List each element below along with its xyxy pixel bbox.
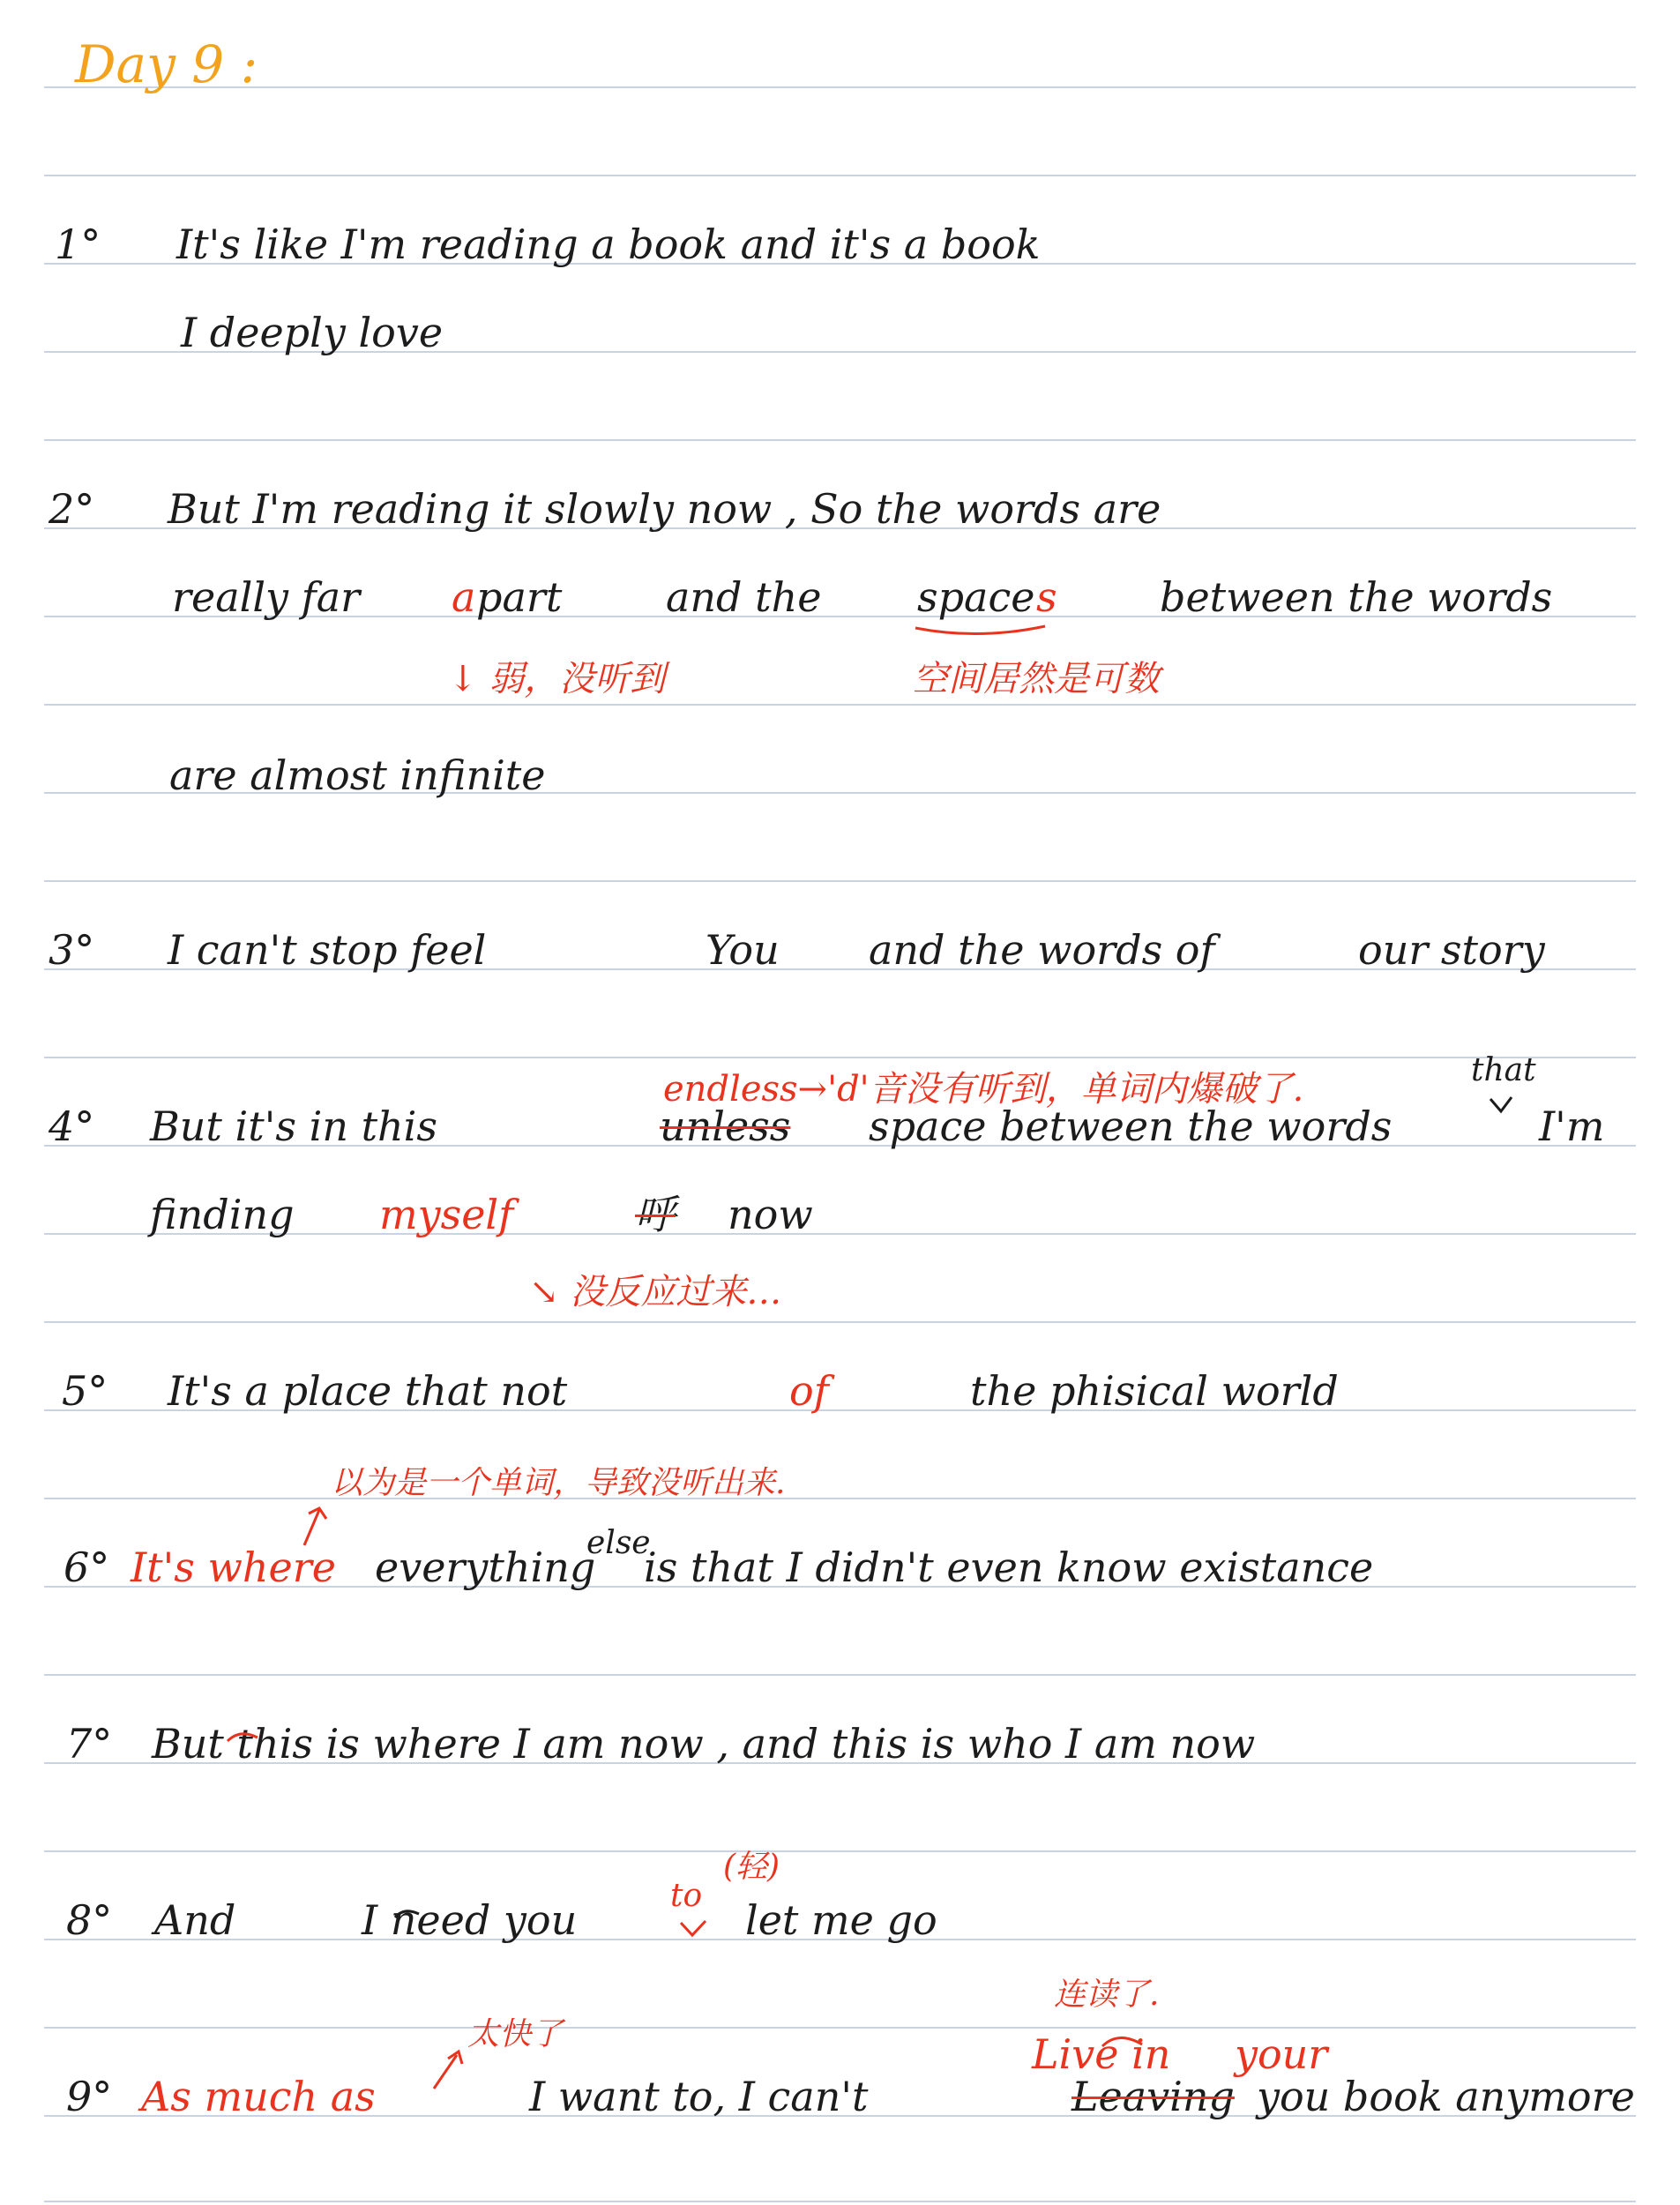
page-title: Day 9 :: [75, 34, 258, 94]
item-4-insert-that: that: [1471, 1052, 1536, 1088]
item-8-number: 8°: [66, 1896, 113, 1944]
item-9-as-much-as: As much as: [141, 2073, 376, 2120]
ruled-line: [44, 2027, 1636, 2029]
item-2-number: 2°: [49, 485, 95, 533]
item-2-line-3: are almost infinite: [169, 751, 546, 799]
item-8-light-note: (轻): [723, 1849, 780, 1885]
item-3-line-1c: and the words of: [869, 926, 1215, 974]
item-3-line-1: I can't stop feel: [168, 926, 487, 974]
item-9-live-in: Live in: [1032, 2030, 1171, 2078]
item-6-number: 6°: [63, 1544, 110, 1591]
item-4-struck-unless: unless: [660, 1102, 791, 1150]
item-4-myself: myself: [379, 1191, 514, 1238]
item-4-line-2a: finding: [150, 1191, 295, 1238]
item-4-line-1c: I'm: [1539, 1102, 1605, 1150]
arrow-note-mark: [304, 1508, 326, 1545]
item-3-number: 3°: [49, 926, 95, 974]
ruled-line: [44, 1674, 1636, 1676]
ruled-line: [44, 1321, 1636, 1323]
ruled-line: [44, 1498, 1636, 1499]
item-2-line-2a: really far: [172, 573, 361, 621]
item-1-line-2: I deeply love: [181, 309, 444, 356]
item-5-line-1b: the phisical world: [970, 1367, 1339, 1415]
item-8-line-1a: And: [154, 1896, 236, 1944]
item-2-line-1: But I'm reading it slowly now , So the words are: [168, 485, 1161, 533]
arrow-fast-mark: [434, 2052, 462, 2089]
item-8-line-1b: I need you: [362, 1896, 578, 1944]
item-9-struck-leaving: Leaving: [1071, 2073, 1235, 2120]
ruled-line: [44, 1850, 1636, 1852]
item-1-number: 1°: [55, 220, 101, 268]
item-6-line-1b: is that I didn't even know existance: [644, 1544, 1374, 1591]
item-2-inserted-a: a: [452, 573, 476, 621]
item-5-line-1a: It's a place that not: [168, 1367, 568, 1415]
ruled-line: [44, 439, 1636, 441]
item-8-to: to: [670, 1878, 703, 1914]
caret-that-mark: [1490, 1097, 1512, 1111]
item-4-note-endless: endless→'d'音没有听到，单词内爆破了.: [663, 1069, 1304, 1110]
item-7-line-1: But this is where I am now , and this is who I am now: [152, 1720, 1256, 1768]
ruled-line: [44, 704, 1636, 706]
item-2-note-countable: 空间居然是可数: [913, 659, 1160, 699]
item-4-line-2b: now: [728, 1191, 813, 1238]
item-6-line-1a: everything: [375, 1544, 596, 1591]
underline-spaces-mark: [915, 626, 1045, 634]
ruled-line: [44, 1057, 1636, 1058]
item-4-note-reaction: ↘ 没反应过来…: [529, 1272, 782, 1312]
item-9-linked-note: 连读了.: [1054, 1977, 1160, 2013]
ruled-line: [44, 2201, 1636, 2202]
ruled-line: [44, 86, 1636, 88]
item-8-line-1c: let me go: [745, 1896, 937, 1944]
ruled-line: [44, 175, 1636, 176]
item-9-line-1b: you book anymore: [1257, 2073, 1635, 2120]
item-2-space-word: space: [917, 573, 1035, 621]
item-6-its-where: It's where: [131, 1544, 336, 1591]
item-9-your: your: [1235, 2030, 1328, 2078]
item-4-struck-2: 呼: [635, 1191, 676, 1238]
item-9-line-1a: I want to, I can't: [529, 2073, 869, 2120]
item-2-note-weak: ↓ 弱，没听到: [448, 659, 666, 699]
item-9-number: 9°: [66, 2073, 113, 2120]
item-9-fast-note: 太快了: [467, 2016, 564, 2052]
item-7-number: 7°: [66, 1720, 113, 1768]
item-4-line-1b: space between the words: [869, 1102, 1393, 1150]
item-5-note: 以为是一个单词，导致没听出来.: [331, 1465, 786, 1501]
caret-to-mark: [681, 1921, 706, 1935]
item-1-line-1: It's like I'm reading a book and it's a book: [176, 220, 1041, 268]
item-2-space-s: s: [1036, 573, 1057, 621]
item-5-of: of: [789, 1367, 829, 1415]
item-4-line-1a: But it's in this: [150, 1102, 437, 1150]
item-3-line-1d: our story: [1358, 926, 1545, 974]
item-3-line-1b: You: [706, 926, 780, 974]
ruled-line: [44, 880, 1636, 882]
item-2-line-2c: and the: [666, 573, 822, 621]
item-6-else: else: [586, 1525, 651, 1561]
item-2-line-2b: part: [476, 573, 563, 621]
item-4-number: 4°: [49, 1102, 95, 1150]
item-5-number: 5°: [62, 1367, 108, 1415]
item-2-line-2d: between the words: [1160, 573, 1553, 621]
